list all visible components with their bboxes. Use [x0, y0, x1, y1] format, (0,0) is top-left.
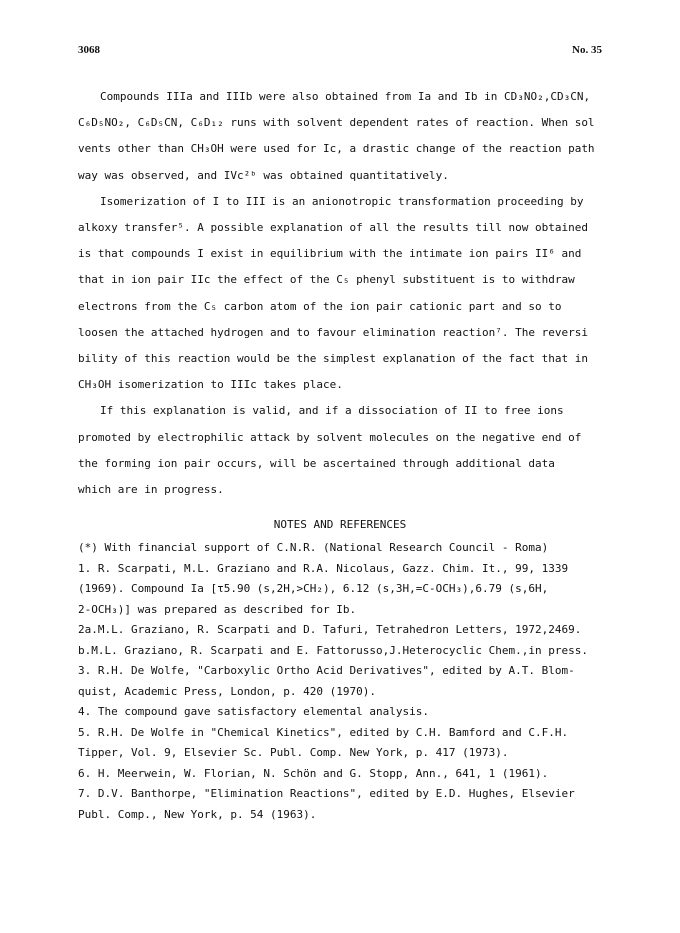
- text-line: vents other than CH₃OH were used for Ic, a drastic change of the reaction path: [78, 142, 595, 156]
- paragraph: [78, 398, 608, 503]
- reference-line: (1969). Compound Ia [τ5.90 (s,2H,>CH₂), 6.12 (s,3H,=C-OCH₃),6.79 (s,6H,: [78, 582, 549, 595]
- text-line: C₆D₅NO₂, C₆D₅CN, C₆D₁₂ runs with solvent dependent rates of reaction. When sol: [78, 116, 595, 130]
- body-text: [78, 84, 608, 503]
- paragraph: [78, 189, 608, 399]
- reference-line: quist, Academic Press, London, p. 420 (1970).: [78, 684, 377, 698]
- reference-line: 7. D.V. Banthorpe, "Elimination Reactions", edited by E.D. Hughes, Elsevier: [78, 787, 575, 800]
- text-line: promoted by electrophilic attack by solvent molecules on the negative end of: [78, 430, 582, 444]
- reference-line: 4. The compound gave satisfactory elemental analysis.: [78, 705, 429, 718]
- text-line: alkoxy transfer⁵. A possible explanation of all the results till now obtained: [78, 221, 588, 235]
- text-line: bility of this reaction would be the simplest explanation of the fact that in: [78, 352, 588, 366]
- reference-line: 3. R.H. De Wolfe, "Carboxylic Ortho Acid Derivatives", edited by A.T. Blom-: [78, 664, 575, 677]
- text-line: electrons from the C₅ carbon atom of the ion pair cationic part and so to: [78, 299, 562, 313]
- references-list: [78, 538, 608, 825]
- text-line: Isomerization of I to III is an anionotropic transformation proceeding by: [100, 194, 584, 208]
- reference-line: Publ. Comp., New York, p. 54 (1963).: [78, 807, 317, 821]
- text-line: loosen the attached hydrogen and to favour elimination reaction⁷. The reversi: [78, 325, 588, 339]
- text-line: which are in progress.: [78, 483, 224, 497]
- reference-line: 1. R. Scarpati, M.L. Graziano and R.A. Nicolaus, Gazz. Chim. It., 99, 1339: [78, 561, 569, 575]
- reference-line: 6. H. Meerwein, W. Florian, N. Schön and G. Stopp, Ann., 641, 1 (1961).: [78, 766, 549, 780]
- reference-line: 2-OCH₃)] was prepared as described for Ib.: [78, 602, 357, 616]
- reference-line: b.M.L. Graziano, R. Scarpati and E. Fattorusso,J.Heterocyclic Chem.,in press.: [78, 643, 588, 657]
- text-line: that in ion pair IIc the effect of the C₅ phenyl substituent is to withdraw: [78, 273, 575, 287]
- reference-line: (*) With financial support of C.N.R. (National Research Council - Roma): [78, 541, 549, 554]
- issue-number: No. 35: [572, 44, 602, 56]
- reference-line: 5. R.H. De Wolfe in "Chemical Kinetics", edited by C.H. Bamford and C.F.H.: [78, 725, 569, 739]
- notes-heading: NOTES AND REFERENCES: [273, 518, 407, 531]
- reference-line: 2a.M.L. Graziano, R. Scarpati and D. Tafuri, Tetrahedron Letters, 1972,2469.: [78, 623, 582, 636]
- reference-line: Tipper, Vol. 9, Elsevier Sc. Publ. Comp. New York, p. 417 (1973).: [78, 746, 509, 759]
- text-line: the forming ion pair occurs, will be ascertained through additional data: [78, 456, 555, 470]
- text-line: If this explanation is valid, and if a dissociation of II to free ions: [100, 404, 564, 418]
- text-line: Compounds IIIa and IIIb were also obtained from Ia and Ib in CD₃NO₂,CD₃CN,: [100, 90, 591, 103]
- text-line: way was observed, and IVc²ᵇ was obtained quantitatively.: [78, 168, 449, 182]
- text-line: CH₃OH isomerization to IIIc takes place.: [78, 378, 343, 392]
- paragraph: [78, 84, 608, 189]
- text-line: is that compounds I exist in equilibrium with the intimate ion pairs II⁶ and: [78, 247, 582, 261]
- page-number: 3068: [78, 44, 100, 56]
